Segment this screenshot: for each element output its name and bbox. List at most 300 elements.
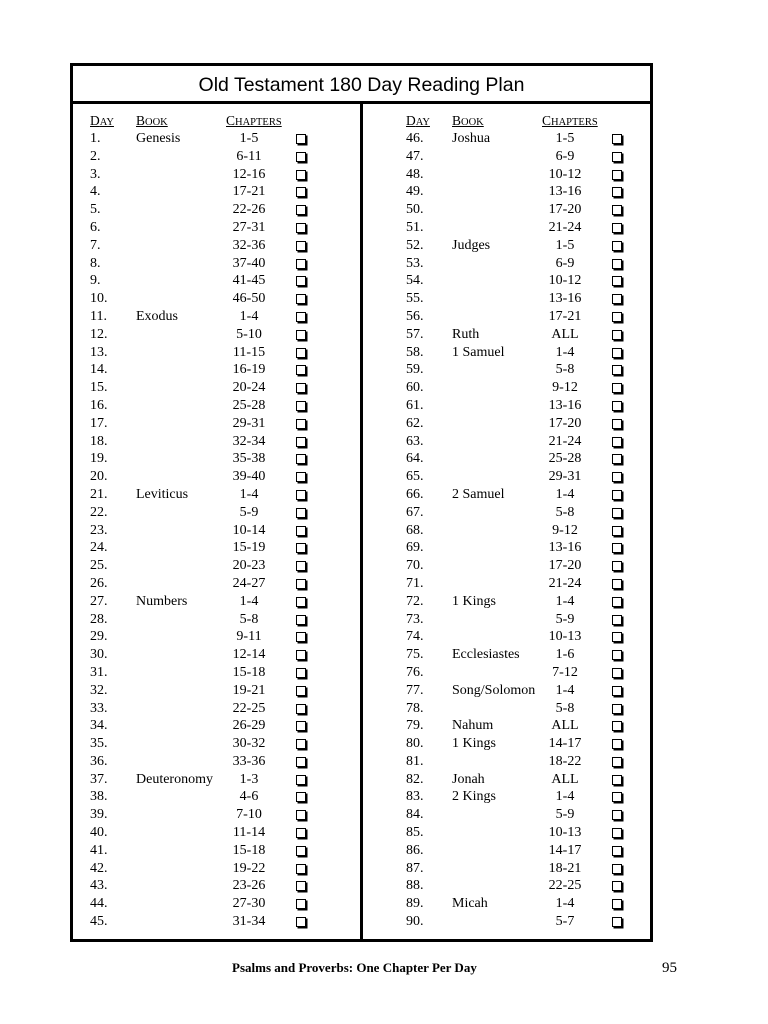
book-cell: Numbers — [136, 593, 188, 609]
chapters-cell: 13-16 — [548, 291, 582, 307]
chapters-cell: 5-8 — [555, 700, 575, 716]
day-cell: 47. — [406, 148, 424, 164]
checkbox-icon[interactable] — [296, 348, 306, 358]
day-cell: 83. — [406, 789, 424, 805]
checkbox-icon[interactable] — [296, 205, 306, 215]
day-cell: 75. — [406, 647, 424, 663]
checkbox-icon[interactable] — [296, 187, 306, 197]
checkbox-icon[interactable] — [612, 881, 622, 891]
checkbox-icon[interactable] — [612, 330, 622, 340]
book-cell: Judges — [452, 237, 491, 253]
checkbox-icon[interactable] — [296, 543, 306, 553]
chapters-cell: ALL — [551, 326, 579, 342]
chapters-cell: 21-24 — [548, 433, 582, 449]
day-cell: 40. — [90, 825, 108, 841]
chapters-cell: 11-14 — [232, 825, 266, 841]
chapters-cell: 17-20 — [548, 202, 582, 218]
chapters-cell: 26-29 — [232, 718, 266, 734]
book-cell: 1 Kings — [452, 736, 496, 752]
checkbox-icon[interactable] — [612, 365, 622, 375]
day-cell: 24. — [90, 540, 108, 556]
book-cell: 2 Kings — [452, 789, 496, 805]
day-cell: 51. — [406, 219, 424, 235]
checkbox-icon[interactable] — [296, 561, 306, 571]
chapters-cell: 17-20 — [548, 415, 582, 431]
checkbox-icon[interactable] — [612, 917, 622, 927]
day-cell: 46. — [406, 131, 424, 146]
day-cell: 5. — [90, 202, 101, 218]
chapters-cell: 5-9 — [555, 611, 575, 627]
day-cell: 59. — [406, 362, 424, 378]
checkbox-icon[interactable] — [612, 152, 622, 162]
day-cell: 30. — [90, 647, 108, 663]
day-cell: 88. — [406, 878, 424, 894]
chapters-cell: 1-5 — [555, 237, 575, 253]
day-cell: 18. — [90, 433, 108, 449]
day-cell: 13. — [90, 344, 108, 360]
footer-text: Psalms and Proverbs: One Chapter Per Day — [232, 960, 477, 975]
checkbox-icon[interactable] — [296, 526, 306, 536]
checkbox-icon[interactable] — [296, 810, 306, 820]
chapters-cell: 33-36 — [232, 753, 266, 769]
day-cell: 86. — [406, 842, 424, 858]
chapters-cell: 1-3 — [239, 771, 259, 787]
chapters-cell: 1-4 — [239, 308, 259, 324]
checkbox-icon[interactable] — [296, 152, 306, 162]
chapters-cell: 10-12 — [548, 273, 582, 289]
day-cell: 10. — [90, 291, 108, 307]
checkbox-icon[interactable] — [296, 134, 306, 144]
day-cell: 82. — [406, 771, 424, 787]
day-cell: 53. — [406, 255, 424, 271]
day-cell: 22. — [90, 504, 108, 520]
checkbox-icon[interactable] — [612, 205, 622, 215]
checkbox-icon[interactable] — [296, 828, 306, 838]
checkbox-icon[interactable] — [612, 294, 622, 304]
day-cell: 84. — [406, 807, 424, 823]
chapters-cell: 12-14 — [232, 647, 266, 663]
day-cell: 61. — [406, 397, 424, 413]
chapters-cell: 35-38 — [232, 451, 266, 467]
checkbox-icon[interactable] — [612, 615, 622, 625]
column-divider — [360, 104, 363, 939]
chapters-cell: 6-9 — [555, 255, 575, 271]
day-cell: 27. — [90, 593, 108, 609]
day-cell: 54. — [406, 273, 424, 289]
checkbox-icon[interactable] — [296, 241, 306, 251]
chapters-cell: 11-15 — [232, 344, 266, 360]
chapters-cell: 1-4 — [555, 682, 575, 698]
checkbox-icon[interactable] — [612, 597, 622, 607]
chapters-cell: 14-17 — [548, 842, 582, 858]
chapters-cell: 1-4 — [555, 896, 575, 912]
chapters-cell: 15-18 — [232, 664, 266, 680]
checkbox-icon[interactable] — [612, 632, 622, 642]
checkbox-icon[interactable] — [296, 419, 306, 429]
checkbox-icon[interactable] — [296, 615, 306, 625]
day-cell: 58. — [406, 344, 424, 360]
day-cell: 31. — [90, 664, 108, 680]
day-cell: 78. — [406, 700, 424, 716]
checkbox-icon[interactable] — [296, 650, 306, 660]
day-cell: 41. — [90, 842, 108, 858]
checkbox-icon[interactable] — [612, 526, 622, 536]
checkbox-icon[interactable] — [296, 472, 306, 482]
checkbox-icon[interactable] — [612, 543, 622, 553]
book-cell: 1 Samuel — [452, 344, 505, 360]
checkbox-icon[interactable] — [612, 259, 622, 269]
day-cell: 6. — [90, 219, 101, 235]
day-cell: 15. — [90, 380, 108, 396]
chapters-cell: 19-22 — [232, 860, 266, 876]
chapters-cell: 1-4 — [555, 593, 575, 609]
checkbox-icon[interactable] — [296, 739, 306, 749]
chapters-cell: 18-22 — [548, 753, 582, 769]
day-cell: 9. — [90, 273, 101, 289]
chapters-cell: 5-7 — [555, 914, 575, 930]
checkbox-icon[interactable] — [296, 864, 306, 874]
book-cell: Exodus — [136, 308, 178, 324]
day-cell: 28. — [90, 611, 108, 627]
checkbox-icon[interactable] — [296, 899, 306, 909]
chapters-cell: 15-19 — [232, 540, 266, 556]
checkbox-icon[interactable] — [296, 846, 306, 856]
day-cell: 89. — [406, 896, 424, 912]
chapters-cell: 6-9 — [555, 148, 575, 164]
day-cell: 63. — [406, 433, 424, 449]
checkbox-icon[interactable] — [612, 348, 622, 358]
book-cell: Nahum — [452, 718, 494, 734]
chapters-cell: 5-9 — [555, 807, 575, 823]
chapters-cell: 17-20 — [548, 558, 582, 574]
day-cell: 45. — [90, 914, 108, 930]
day-cell: 33. — [90, 700, 108, 716]
chapters-cell: 5-9 — [239, 504, 259, 520]
checkbox-icon[interactable] — [612, 561, 622, 571]
checkbox-icon[interactable] — [296, 686, 306, 696]
checkbox-icon[interactable] — [612, 650, 622, 660]
day-cell: 62. — [406, 415, 424, 431]
checkbox-icon[interactable] — [612, 864, 622, 874]
chapters-cell: 7-12 — [552, 664, 578, 680]
chapters-cell: 13-16 — [548, 184, 582, 200]
chapters-cell: 10-12 — [548, 166, 582, 182]
chapters-cell: 5-10 — [236, 326, 262, 342]
day-cell: 42. — [90, 860, 108, 876]
book-cell: 1 Kings — [452, 593, 496, 609]
chapters-cell: 9-11 — [236, 629, 262, 645]
checkbox-icon[interactable] — [296, 721, 306, 731]
chapters-cell: 5-8 — [555, 504, 575, 520]
chapters-cell: 1-5 — [239, 131, 259, 146]
checkbox-icon[interactable] — [296, 170, 306, 180]
chapters-cell: 7-10 — [236, 807, 262, 823]
chapters-cell: 10-13 — [548, 629, 582, 645]
chapters-cell: 9-12 — [552, 380, 578, 396]
checkbox-icon[interactable] — [612, 792, 622, 802]
checkbox-icon[interactable] — [296, 757, 306, 767]
checkbox-icon[interactable] — [612, 170, 622, 180]
day-cell: 55. — [406, 291, 424, 307]
checkbox-icon[interactable] — [296, 454, 306, 464]
chapters-cell: 19-21 — [232, 682, 266, 698]
checkbox-icon[interactable] — [296, 917, 306, 927]
chapters-cell: 29-31 — [548, 469, 582, 485]
day-cell: 7. — [90, 237, 101, 253]
checkbox-icon[interactable] — [296, 490, 306, 500]
checkbox-icon[interactable] — [296, 597, 306, 607]
chapters-cell: 23-26 — [232, 878, 266, 894]
chapters-cell: 17-21 — [548, 308, 582, 324]
header-day: DAY — [90, 113, 114, 128]
checkbox-icon[interactable] — [296, 508, 306, 518]
chapters-cell: 13-16 — [548, 540, 582, 556]
checkbox-icon[interactable] — [612, 383, 622, 393]
book-cell: Leviticus — [136, 486, 189, 502]
day-cell: 64. — [406, 451, 424, 467]
day-cell: 14. — [90, 362, 108, 378]
header-chapters: CHAPTERS — [542, 113, 598, 128]
book-cell: Ecclesiastes — [452, 647, 520, 663]
chapters-cell: 1-5 — [555, 131, 575, 146]
checkbox-icon[interactable] — [612, 721, 622, 731]
book-cell: 2 Samuel — [452, 486, 505, 502]
chapters-cell: 10-14 — [232, 522, 266, 538]
chapters-cell: 32-36 — [232, 237, 266, 253]
checkbox-icon[interactable] — [612, 508, 622, 518]
checkbox-icon[interactable] — [296, 365, 306, 375]
chapters-cell: 5-8 — [239, 611, 259, 627]
checkbox-icon[interactable] — [296, 330, 306, 340]
checkbox-icon[interactable] — [612, 223, 622, 233]
day-cell: 48. — [406, 166, 424, 182]
day-cell: 69. — [406, 540, 424, 556]
day-cell: 4. — [90, 184, 101, 200]
page-footer — [0, 960, 768, 980]
checkbox-icon[interactable] — [612, 775, 622, 785]
day-cell: 67. — [406, 504, 424, 520]
chapters-cell: 1-4 — [555, 344, 575, 360]
day-cell: 76. — [406, 664, 424, 680]
day-cell: 77. — [406, 682, 424, 698]
checkbox-icon[interactable] — [296, 632, 306, 642]
day-cell: 2. — [90, 148, 101, 164]
chapters-cell: 25-28 — [232, 397, 266, 413]
book-cell: Micah — [452, 896, 488, 912]
day-cell: 43. — [90, 878, 108, 894]
chapters-cell: 15-18 — [232, 842, 266, 858]
day-cell: 79. — [406, 718, 424, 734]
checkbox-icon[interactable] — [612, 739, 622, 749]
day-cell: 74. — [406, 629, 424, 645]
day-cell: 52. — [406, 237, 424, 253]
book-cell: Jonah — [452, 771, 485, 787]
checkbox-icon[interactable] — [612, 401, 622, 411]
day-cell: 56. — [406, 308, 424, 324]
chapters-cell: 12-16 — [232, 166, 266, 182]
checkbox-icon[interactable] — [296, 223, 306, 233]
day-cell: 44. — [90, 896, 108, 912]
day-cell: 81. — [406, 753, 424, 769]
day-cell: 3. — [90, 166, 101, 182]
day-cell: 16. — [90, 397, 108, 413]
chapters-cell: 29-31 — [232, 415, 266, 431]
day-cell: 85. — [406, 825, 424, 841]
checkbox-icon[interactable] — [296, 437, 306, 447]
day-cell: 34. — [90, 718, 108, 734]
checkbox-icon[interactable] — [296, 294, 306, 304]
chapters-cell: 22-25 — [548, 878, 582, 894]
chapters-cell: 17-21 — [232, 184, 266, 200]
day-cell: 49. — [406, 184, 424, 200]
day-cell: 73. — [406, 611, 424, 627]
header-book: BOOK — [136, 113, 168, 128]
day-cell: 68. — [406, 522, 424, 538]
chapters-cell: 22-26 — [232, 202, 266, 218]
day-cell: 36. — [90, 753, 108, 769]
day-cell: 72. — [406, 593, 424, 609]
chapters-cell: 31-34 — [232, 914, 266, 930]
checkbox-icon[interactable] — [612, 704, 622, 714]
checkbox-icon[interactable] — [612, 134, 622, 144]
day-cell: 26. — [90, 575, 108, 591]
checkbox-icon[interactable] — [612, 419, 622, 429]
day-cell: 39. — [90, 807, 108, 823]
day-cell: 65. — [406, 469, 424, 485]
page-title: Old Testament 180 Day Reading Plan — [73, 66, 650, 104]
chapters-cell: 22-25 — [232, 700, 266, 716]
checkbox-icon[interactable] — [612, 472, 622, 482]
checkbox-icon[interactable] — [296, 881, 306, 891]
chapters-cell: 41-45 — [232, 273, 266, 289]
book-cell: Genesis — [136, 131, 181, 146]
chapters-cell: 39-40 — [232, 469, 266, 485]
chapters-cell: 27-30 — [232, 896, 266, 912]
chapters-cell: ALL — [551, 718, 579, 734]
chapters-cell: 1-4 — [555, 789, 575, 805]
day-cell: 71. — [406, 575, 424, 591]
chapters-cell: 6-11 — [236, 148, 262, 164]
chapters-cell: 4-6 — [239, 789, 259, 805]
day-cell: 8. — [90, 255, 101, 271]
day-cell: 25. — [90, 558, 108, 574]
checkbox-icon[interactable] — [296, 668, 306, 678]
checkbox-icon[interactable] — [612, 490, 622, 500]
header-chapters: CHAPTERS — [226, 113, 282, 128]
checkbox-icon[interactable] — [612, 454, 622, 464]
checkbox-icon[interactable] — [296, 704, 306, 714]
checkbox-icon[interactable] — [296, 383, 306, 393]
checkbox-icon[interactable] — [612, 757, 622, 767]
day-cell: 11. — [90, 308, 107, 324]
chapters-cell: 37-40 — [232, 255, 266, 271]
chapters-cell: 27-31 — [232, 219, 266, 235]
day-cell: 21. — [90, 486, 108, 502]
chapters-cell: 30-32 — [232, 736, 266, 752]
checkbox-icon[interactable] — [296, 775, 306, 785]
chapters-cell: ALL — [551, 771, 579, 787]
day-cell: 60. — [406, 380, 424, 396]
book-cell: Deuteronomy — [136, 771, 213, 787]
chapters-cell: 20-23 — [232, 558, 266, 574]
day-cell: 32. — [90, 682, 108, 698]
checkbox-icon[interactable] — [612, 187, 622, 197]
book-cell: Joshua — [452, 131, 491, 146]
day-cell: 35. — [90, 736, 108, 752]
chapters-cell: 32-34 — [232, 433, 266, 449]
checkbox-icon[interactable] — [612, 828, 622, 838]
chapters-cell: 1-4 — [555, 486, 575, 502]
chapters-cell: 13-16 — [548, 397, 582, 413]
day-cell: 70. — [406, 558, 424, 574]
day-cell: 17. — [90, 415, 108, 431]
checkbox-icon[interactable] — [612, 810, 622, 820]
chapters-cell: 18-21 — [548, 860, 582, 876]
day-cell: 12. — [90, 326, 108, 342]
chapters-cell: 14-17 — [548, 736, 582, 752]
checkbox-icon[interactable] — [612, 241, 622, 251]
checkbox-icon[interactable] — [296, 276, 306, 286]
header-book: BOOK — [452, 113, 484, 128]
day-cell: 66. — [406, 486, 424, 502]
day-cell: 29. — [90, 629, 108, 645]
book-cell: Song/Solomon — [452, 682, 536, 698]
checkbox-icon[interactable] — [612, 579, 622, 589]
reading-plan-table — [70, 63, 653, 942]
chapters-cell: 20-24 — [232, 380, 266, 396]
day-cell: 90. — [406, 914, 424, 930]
page-number: 95 — [662, 960, 677, 976]
chapters-cell: 10-13 — [548, 825, 582, 841]
book-cell: Ruth — [452, 326, 480, 342]
chapters-cell: 21-24 — [548, 219, 582, 235]
header-day: DAY — [406, 113, 430, 128]
checkbox-icon[interactable] — [612, 437, 622, 447]
checkbox-icon[interactable] — [296, 312, 306, 322]
day-cell: 57. — [406, 326, 424, 342]
chapters-cell: 1-6 — [555, 647, 575, 663]
day-cell: 19. — [90, 451, 108, 467]
checkbox-icon[interactable] — [296, 259, 306, 269]
chapters-cell: 16-19 — [232, 362, 266, 378]
checkbox-icon[interactable] — [612, 668, 622, 678]
checkbox-icon[interactable] — [612, 686, 622, 696]
day-cell: 1. — [90, 131, 101, 146]
checkbox-icon[interactable] — [296, 792, 306, 802]
chapters-cell: 1-4 — [239, 593, 259, 609]
chapters-cell: 24-27 — [232, 575, 266, 591]
checkbox-icon[interactable] — [296, 401, 306, 411]
chapters-cell: 25-28 — [548, 451, 582, 467]
day-cell: 87. — [406, 860, 424, 876]
checkbox-icon[interactable] — [612, 276, 622, 286]
day-cell: 23. — [90, 522, 108, 538]
day-cell: 80. — [406, 736, 424, 752]
chapters-cell: 21-24 — [548, 575, 582, 591]
day-cell: 38. — [90, 789, 108, 805]
chapters-cell: 5-8 — [555, 362, 575, 378]
checkbox-icon[interactable] — [296, 579, 306, 589]
day-cell: 50. — [406, 202, 424, 218]
chapters-cell: 46-50 — [232, 291, 266, 307]
chapters-cell: 9-12 — [552, 522, 578, 538]
checkbox-icon[interactable] — [612, 312, 622, 322]
checkbox-icon[interactable] — [612, 846, 622, 856]
checkbox-icon[interactable] — [612, 899, 622, 909]
chapters-cell: 1-4 — [239, 486, 259, 502]
day-cell: 37. — [90, 771, 108, 787]
day-cell: 20. — [90, 469, 108, 485]
